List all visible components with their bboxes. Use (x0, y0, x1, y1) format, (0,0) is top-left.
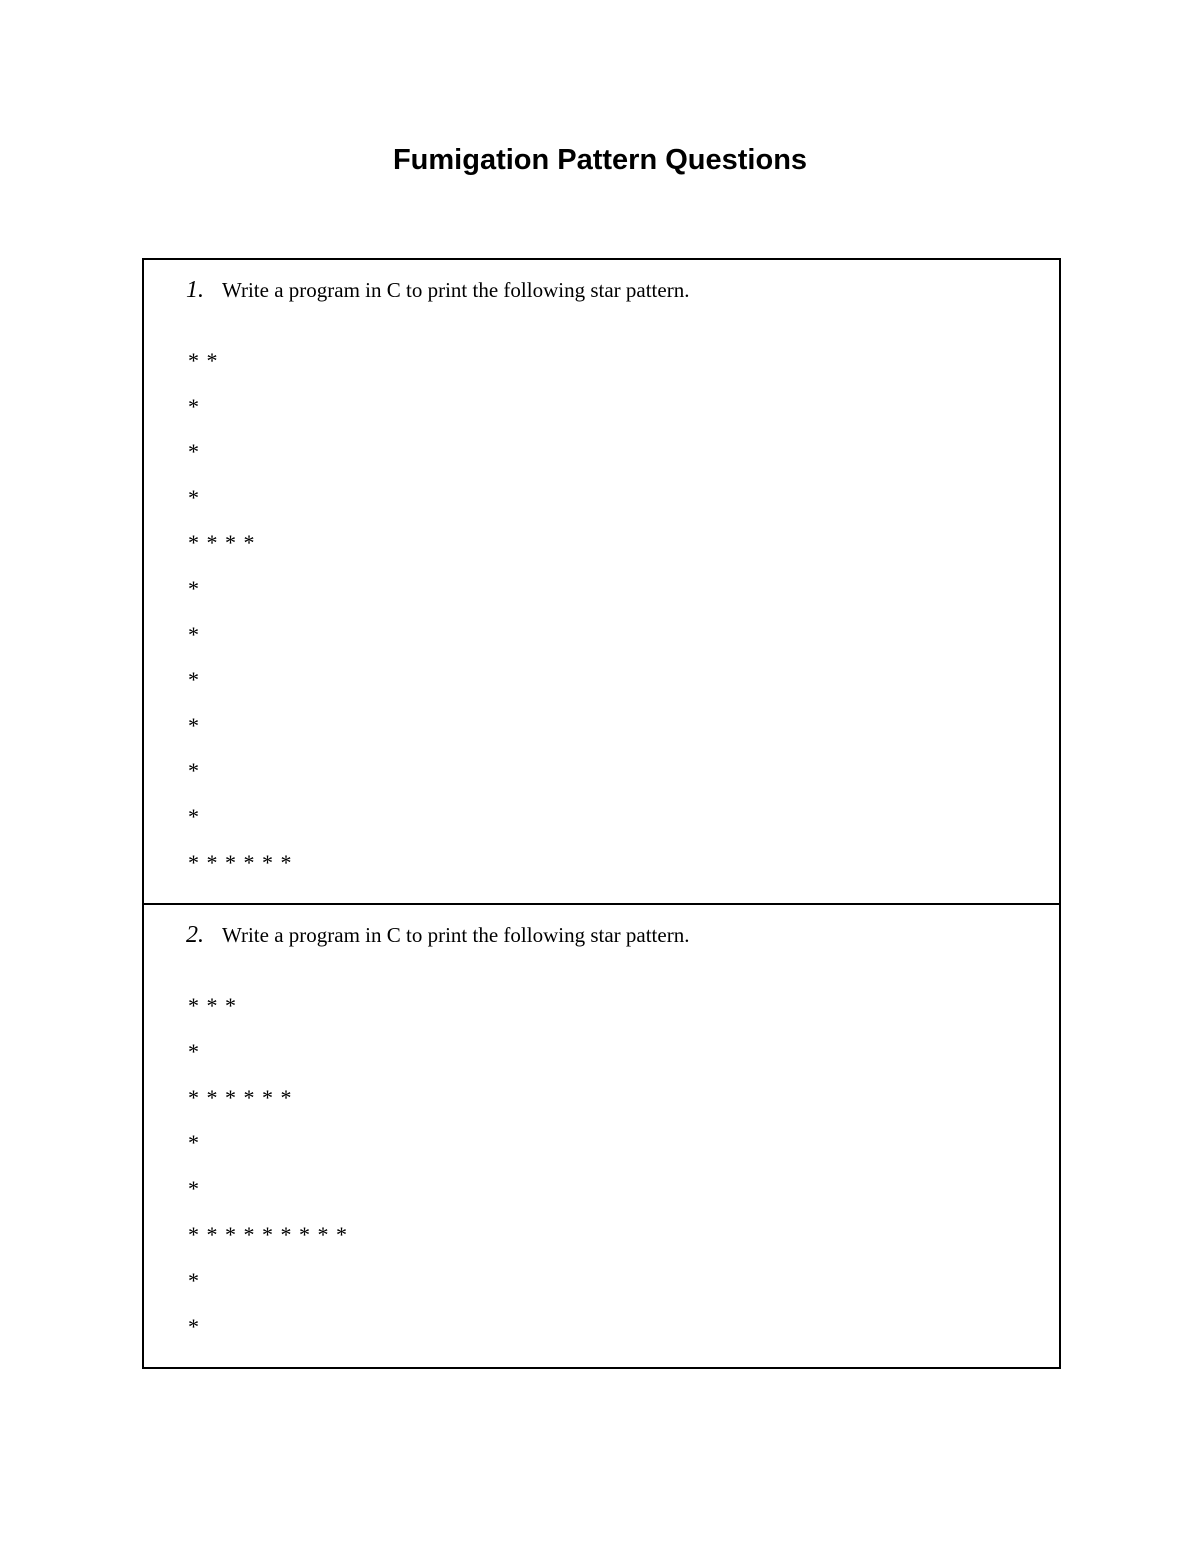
question-number: 1. (186, 277, 204, 303)
question-cell-2 (144, 905, 1059, 1367)
questions-table (142, 258, 1061, 1369)
pattern-row: * (188, 667, 200, 693)
pattern-row: * (188, 712, 200, 738)
question-text: Write a program in C to print the following star pattern. (222, 923, 690, 947)
pattern-row: * (188, 393, 200, 419)
pattern-row: * * * * * * (188, 849, 293, 875)
pattern-row: * * * * * * (188, 1084, 293, 1110)
question-number: 2. (186, 922, 204, 948)
pattern-row: * (188, 484, 200, 510)
page-title: Fumigation Pattern Questions (392, 144, 808, 176)
pattern-row: * (188, 758, 200, 784)
pattern-row: * * * * * * * * * (188, 1221, 348, 1247)
question-cell-1 (144, 260, 1059, 905)
pattern-row: * (188, 803, 200, 829)
question-line-2 (186, 919, 689, 951)
star-pattern-2 (188, 991, 348, 1357)
pattern-row: * (188, 621, 200, 647)
question-line-1 (186, 274, 689, 306)
pattern-row: * (188, 575, 200, 601)
pattern-row: * (188, 1038, 200, 1064)
pattern-row: * (188, 1176, 200, 1202)
question-text: Write a program in C to print the following star pattern. (222, 278, 690, 302)
pattern-row: * * (188, 348, 219, 373)
pattern-row: * (188, 1313, 200, 1339)
star-pattern-1 (188, 346, 293, 893)
pattern-row: * (188, 1267, 200, 1293)
pattern-row: * * * (188, 993, 237, 1018)
pattern-row: * (188, 1130, 200, 1156)
pattern-row: * * * * (188, 530, 256, 556)
pattern-row: * (188, 439, 200, 465)
